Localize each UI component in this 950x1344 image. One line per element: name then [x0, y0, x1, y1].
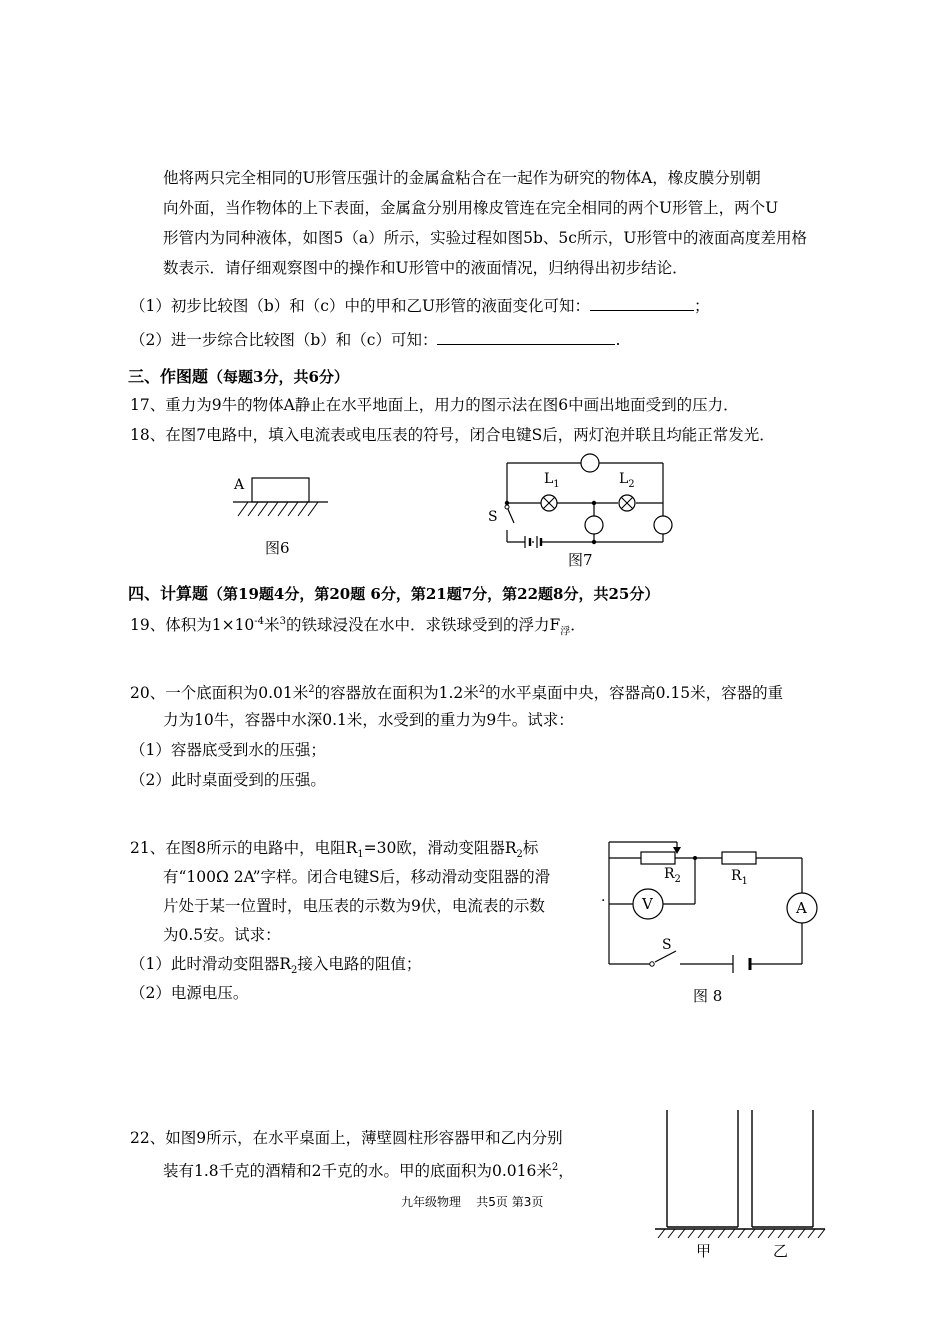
- question-22: 22、如图9所示，在水平桌面上，薄壁圆柱形容器甲和乙内分别: [130, 1129, 563, 1147]
- rheostat-r2: [641, 852, 675, 864]
- question-16-part-2: （2）进一步综合比较图（b）和（c）可知： .: [130, 331, 621, 349]
- question-19: 19、体积为$1\times 10^{-4}$米$^3$的铁球浸没在水中．求铁球受到的浮力$F_浮$．: [130, 616, 586, 638]
- junction-dot: [693, 856, 697, 860]
- figure-7-circuit: [490, 450, 680, 560]
- switch-contact: [505, 505, 509, 509]
- question-18: 18、在图7电路中，填入电流表或电压表的符号，闭合电键S后，两灯泡并联且均能正常发光．: [130, 426, 775, 444]
- intro-line-4: 数表示．请仔细观察图中的操作和U形管中的液面情况，归纳得出初步结论．: [163, 259, 688, 277]
- answer-blank-2[interactable]: [437, 330, 615, 345]
- page-footer: 九年级物理 共5页 第3页: [401, 1195, 544, 1209]
- fig9-label-yi: 乙: [773, 1242, 789, 1260]
- ground-hatching: [238, 502, 318, 516]
- answer-blank-1[interactable]: [590, 296, 694, 311]
- fig7-caption: 图7: [568, 551, 593, 569]
- question-21-sub-2: （2）电源电压。: [130, 984, 249, 1002]
- question-20-sub-1: （1）容器底受到水的压强；: [130, 741, 326, 759]
- question-16-part-1: （1）初步比较图（b）和（c）中的甲和乙U形管的液面变化可知： ；: [130, 297, 710, 315]
- switch-contact: [650, 962, 654, 966]
- meter-slot-middle[interactable]: [585, 516, 603, 534]
- section-4-heading: 四、计算题（第19题4分，第20题 6分，第21题7分，第22题8分，共25分）: [128, 584, 660, 603]
- fig6-label-a: A: [234, 477, 245, 493]
- intro-line-3: 形管内为同种液体，如图5（a）所示，实验过程如图5b、5c所示，U形管中的液面高度差用格: [163, 229, 807, 247]
- figure-9-diagram: [655, 1110, 830, 1250]
- junction-dot: [592, 540, 596, 544]
- question-17: 17、重力为9牛的物体A静止在水平地面上，用力的图示法在图6中画出地面受到的压力．: [130, 396, 739, 414]
- question-20-line-2: 力为10牛，容器中水深0.1米，水受到的重力为9牛。试求：: [163, 711, 574, 729]
- question-21: 21、在图8所示的电路中，电阻$R_1=30$欧，滑动变阻器$R_2$标: [130, 839, 539, 861]
- lamp-l1-icon: [541, 495, 557, 511]
- junction-dot: [505, 501, 509, 505]
- question-21-line-4: 为0.5安。试求：: [163, 926, 281, 944]
- table-hatching: [658, 1229, 825, 1238]
- question-21-line-3: 片处于某一位置时，电压表的示数为9伏，电流表的示数: [163, 897, 545, 915]
- question-21-line-2: 有“100Ω 2A”字样。闭合电键S后，移动滑动变阻器的滑: [163, 868, 551, 886]
- section-3-heading: 三、作图题（每题3分，共6分）: [128, 367, 349, 386]
- fig8-label-v: V: [642, 895, 653, 913]
- intro-line-1: 他将两只完全相同的U形管压强计的金属盒粘合在一起作为研究的物体A，橡皮膜分别朝: [163, 169, 761, 187]
- fig6-caption: 图6: [265, 539, 290, 557]
- block-a: [252, 478, 309, 502]
- stray-dot: ·: [601, 893, 606, 909]
- fig8-caption: 图 8: [693, 987, 723, 1005]
- question-22-line-2: 装有1.8千克的酒精和2千克的水。甲的底面积为0.016米$^2$，: [163, 1162, 574, 1181]
- meter-slot-right[interactable]: [654, 516, 672, 534]
- lamp-l2-icon: [619, 495, 635, 511]
- meter-slot-top[interactable]: [581, 454, 599, 472]
- fig8-label-r1: $R_1$: [731, 868, 748, 887]
- fig7-label-l1: $L_1$: [544, 471, 560, 490]
- figure-6-diagram: [230, 472, 340, 522]
- junction-dot: [592, 501, 596, 505]
- intro-line-2: 向外面，当作物体的上下表面，金属盒分别用橡皮管连在完全相同的两个U形管上，两个U: [163, 199, 779, 217]
- fig7-label-l2: $L_2$: [619, 471, 635, 490]
- question-21-sub-1: （1）此时滑动变阻器$R_2$接入电路的阻值；: [130, 955, 422, 977]
- fig8-label-a: A: [796, 899, 807, 917]
- fig8-label-r2: $R_2$: [664, 866, 681, 885]
- fig9-label-jia: 甲: [696, 1242, 712, 1260]
- question-20-sub-2: （2）此时桌面受到的压强。: [130, 771, 326, 789]
- fig8-label-s: S: [662, 937, 672, 953]
- resistor-r1: [722, 852, 756, 864]
- fig7-label-s: S: [488, 509, 498, 525]
- figure-8-circuit: [598, 838, 828, 978]
- question-20: 20、一个底面积为0.01米$^2$的容器放在面积为1.2米$^2$的水平桌面中央，容器高0.15米，容器的重: [130, 684, 784, 703]
